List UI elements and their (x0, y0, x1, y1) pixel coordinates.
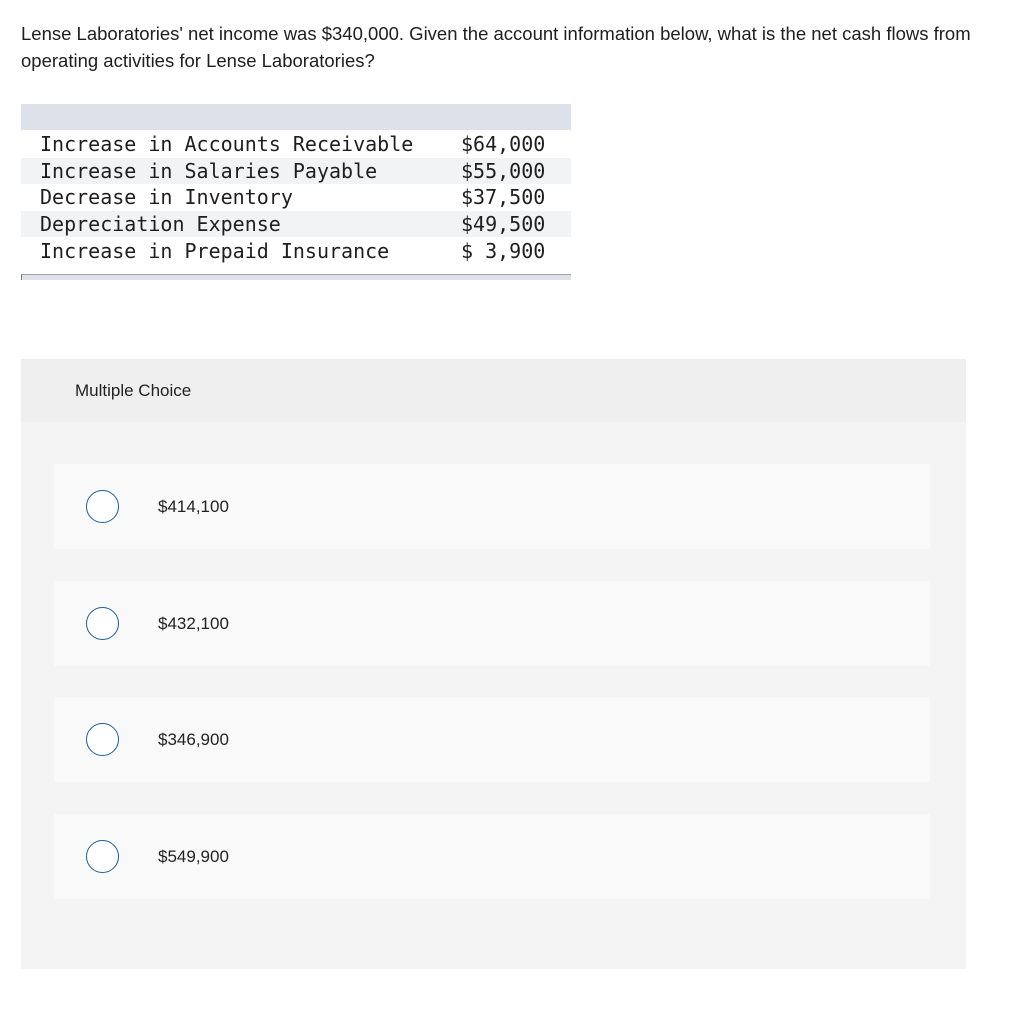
radio-button-icon[interactable] (86, 723, 119, 756)
choice-option-1[interactable] (54, 464, 930, 549)
account-row-salaries-payable (21, 158, 571, 185)
account-label: Increase in Salaries Payable (40, 158, 378, 183)
account-value: $49,500 (461, 212, 546, 237)
account-table (21, 104, 571, 280)
radio-button-icon[interactable] (86, 607, 119, 640)
account-row-inventory (21, 184, 571, 211)
radio-button-icon[interactable] (86, 490, 119, 523)
radio-button-icon[interactable] (86, 840, 119, 873)
choice-option-3[interactable] (54, 697, 930, 782)
account-label: Decrease in Inventory (40, 185, 293, 210)
account-value: $ 3,900 (461, 238, 546, 263)
account-table-body (21, 130, 571, 264)
choice-option-2[interactable] (54, 581, 930, 666)
account-value: $37,500 (461, 185, 546, 210)
choice-label: $346,900 (158, 729, 229, 749)
multiple-choice-title: Multiple Choice (75, 380, 192, 400)
question-text: Lense Laboratories' net income was $340,000. Given the account information below, what is the net cash flows from operating activities for Lense Laboratories? (21, 23, 971, 71)
account-row-accounts-receivable (21, 131, 571, 158)
choice-label: $549,900 (158, 846, 229, 866)
account-table-header (21, 104, 571, 130)
account-value: $55,000 (461, 158, 546, 183)
account-row-prepaid-insurance (21, 237, 571, 264)
account-table-footer (21, 274, 571, 280)
account-label: Depreciation Expense (40, 212, 281, 237)
multiple-choice-panel (21, 359, 966, 969)
account-label: Increase in Accounts Receivable (40, 132, 414, 157)
account-row-depreciation (21, 211, 571, 238)
choice-label: $414,100 (158, 496, 229, 516)
multiple-choice-header (21, 359, 966, 422)
account-label: Increase in Prepaid Insurance (40, 238, 390, 263)
choice-option-4[interactable] (54, 814, 930, 899)
account-value: $64,000 (461, 132, 546, 157)
choice-label: $432,100 (158, 613, 229, 633)
